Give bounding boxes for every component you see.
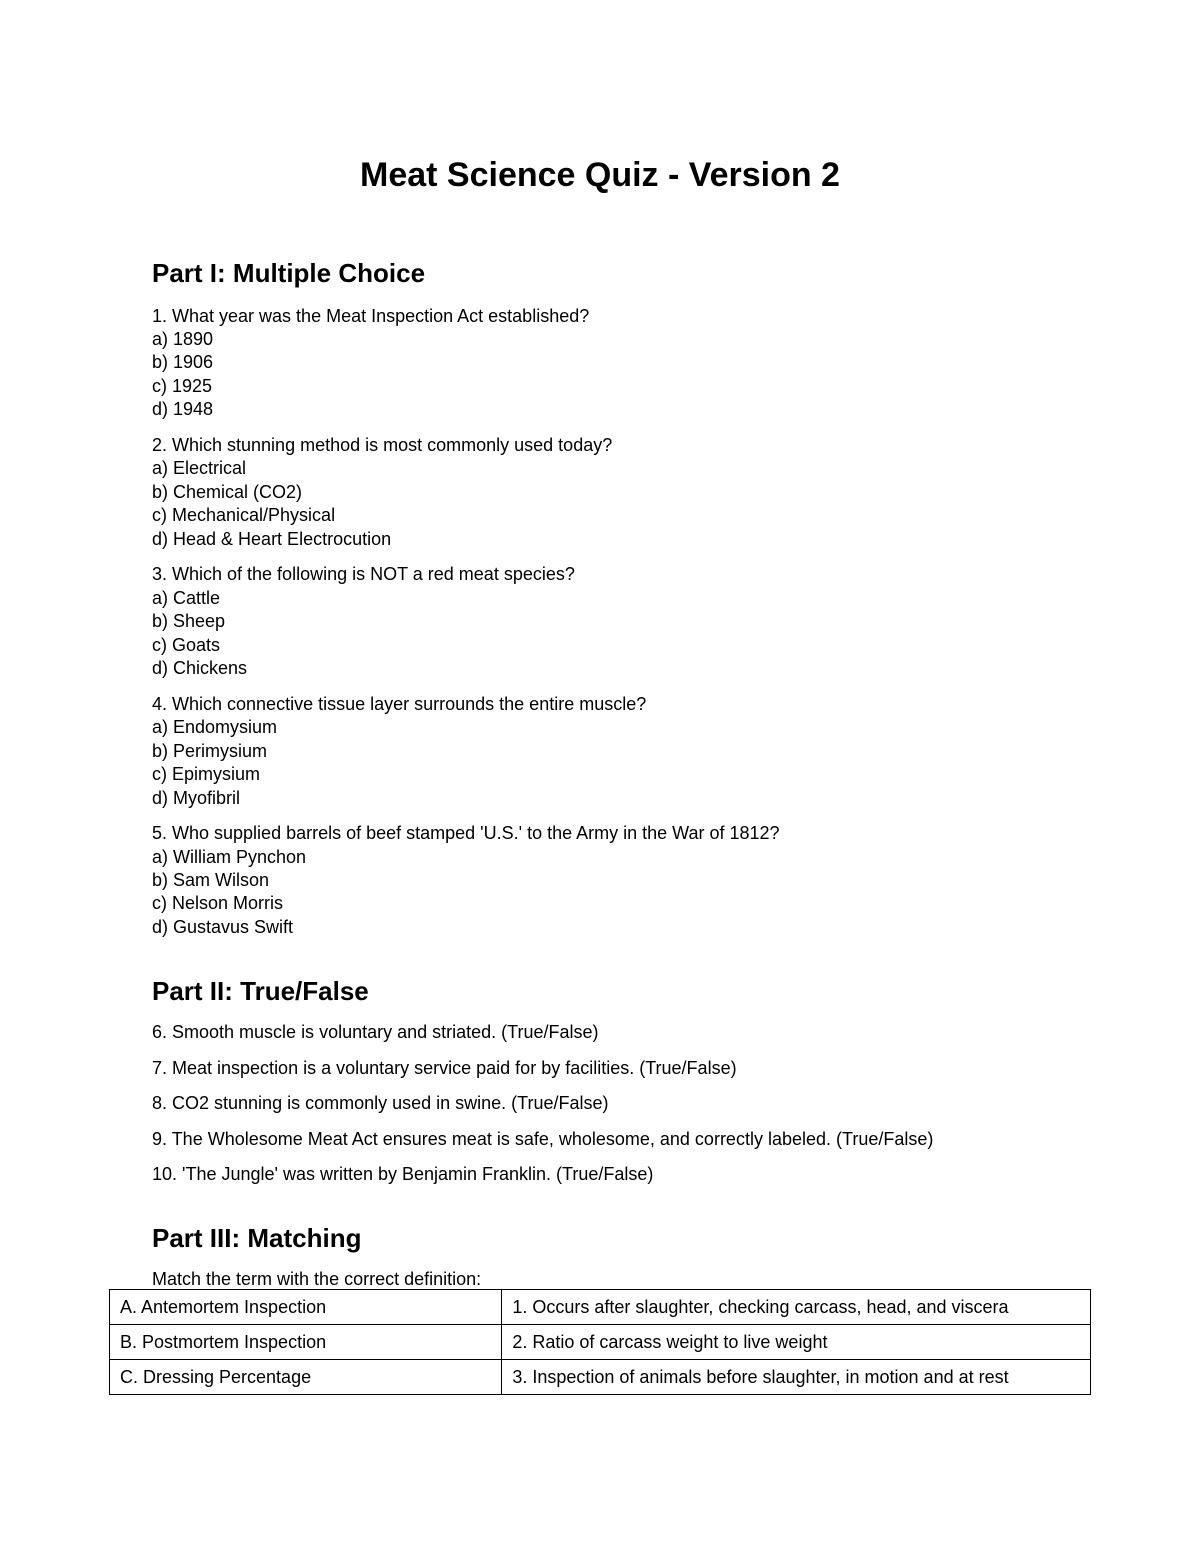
table-row: [110, 1325, 1091, 1360]
matching-term: C. Dressing Percentage: [110, 1360, 502, 1395]
question-1-option-d: d) 1948: [152, 399, 214, 419]
question-2-option-c: c) Mechanical/Physical: [152, 505, 336, 525]
question-4-option-a: a) Endomysium: [152, 717, 278, 737]
matching-definition: 1. Occurs after slaughter, checking carcass, head, and viscera: [502, 1290, 1091, 1325]
question-3-option-c: c) Goats: [152, 635, 221, 655]
matching-table: [109, 1289, 1091, 1395]
question-3-option-a: a) Cattle: [152, 588, 221, 608]
question-5-option-a: a) William Pynchon: [152, 847, 307, 867]
statement-6: 6. Smooth muscle is voluntary and striated. (True/False): [152, 1022, 599, 1042]
page-title: Meat Science Quiz - Version 2: [360, 156, 840, 194]
matching-definition: 2. Ratio of carcass weight to live weight: [502, 1325, 1091, 1360]
matching-term: A. Antemortem Inspection: [110, 1290, 502, 1325]
statement-9: 9. The Wholesome Meat Act ensures meat is safe, wholesome, and correctly labeled. (True/False): [152, 1129, 934, 1149]
statement-8: 8. CO2 stunning is commonly used in swine. (True/False): [152, 1093, 609, 1113]
matching-instruction: Match the term with the correct definition:: [152, 1269, 482, 1289]
question-1-option-c: c) 1925: [152, 376, 213, 396]
question-5-option-b: b) Sam Wilson: [152, 870, 270, 890]
table-row: [110, 1360, 1091, 1395]
question-5: 5. Who supplied barrels of beef stamped 'U.S.' to the Army in the War of 1812?: [152, 823, 780, 843]
question-1-option-b: b) 1906: [152, 352, 214, 372]
question-3-option-d: d) Chickens: [152, 658, 248, 678]
part2-heading: Part II: True/False: [152, 976, 369, 1006]
statement-7: 7. Meat inspection is a voluntary service paid for by facilities. (True/False): [152, 1058, 737, 1078]
question-2-option-a: a) Electrical: [152, 458, 247, 478]
table-row: [110, 1290, 1091, 1325]
question-4: 4. Which connective tissue layer surrounds the entire muscle?: [152, 694, 647, 714]
question-3: 3. Which of the following is NOT a red meat species?: [152, 564, 575, 584]
question-1: 1. What year was the Meat Inspection Act established?: [152, 306, 590, 326]
statement-10: 10. 'The Jungle' was written by Benjamin Franklin. (True/False): [152, 1164, 654, 1184]
question-4-option-d: d) Myofibril: [152, 788, 241, 808]
question-1-option-a: a) 1890: [152, 329, 214, 349]
question-2: 2. Which stunning method is most commonly used today?: [152, 435, 613, 455]
question-4-option-c: c) Epimysium: [152, 764, 261, 784]
part1-heading: Part I: Multiple Choice: [152, 258, 426, 288]
question-2-option-b: b) Chemical (CO2): [152, 482, 303, 502]
question-5-option-d: d) Gustavus Swift: [152, 917, 294, 937]
part3-heading: Part III: Matching: [152, 1223, 362, 1253]
matching-term: B. Postmortem Inspection: [110, 1325, 502, 1360]
question-3-option-b: b) Sheep: [152, 611, 226, 631]
matching-definition: 3. Inspection of animals before slaughter, in motion and at rest: [502, 1360, 1091, 1395]
question-5-option-c: c) Nelson Morris: [152, 893, 284, 913]
question-2-option-d: d) Head & Heart Electrocution: [152, 529, 392, 549]
question-4-option-b: b) Perimysium: [152, 741, 268, 761]
